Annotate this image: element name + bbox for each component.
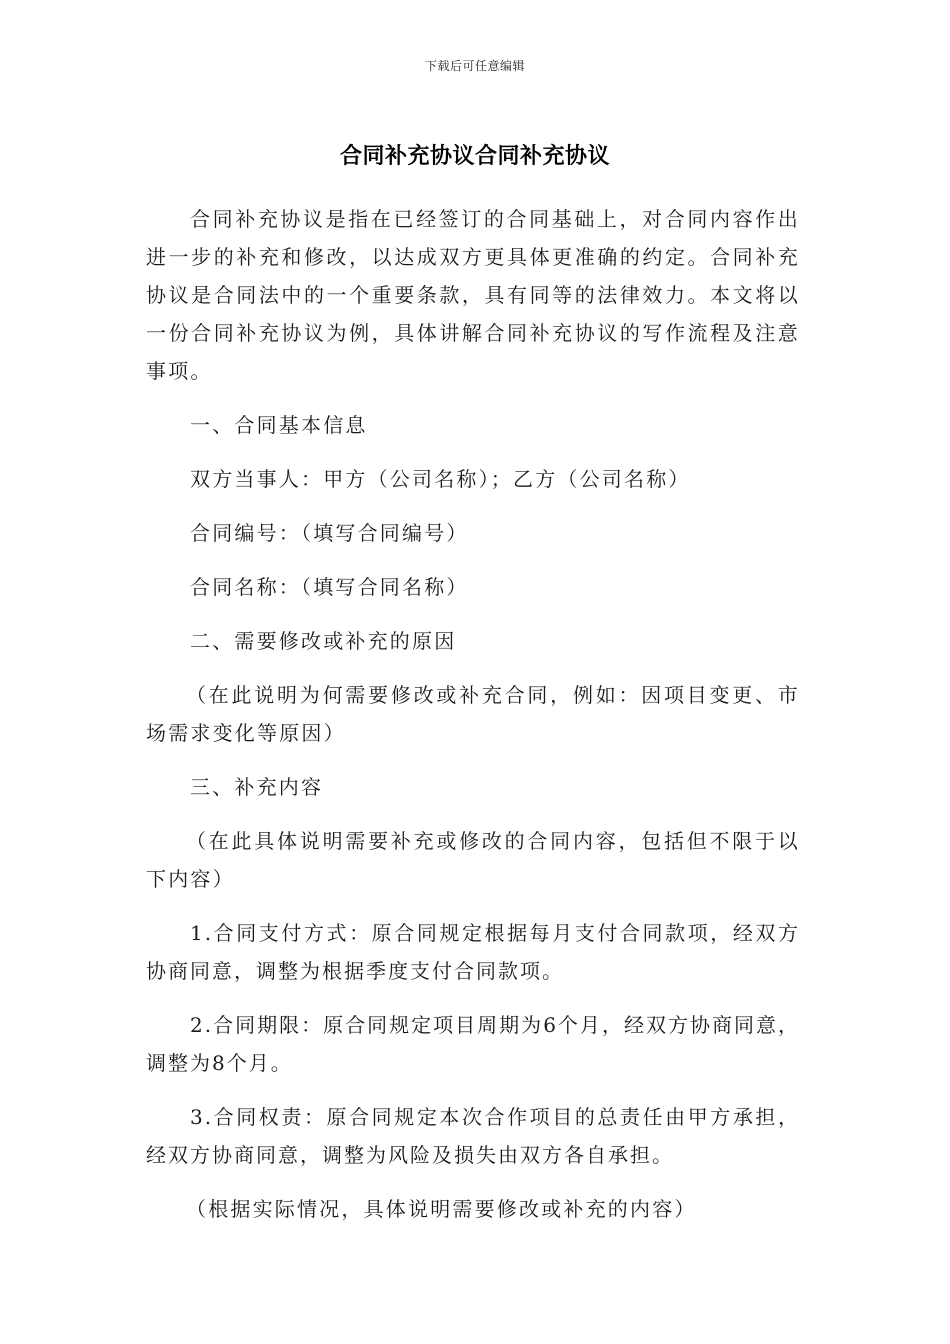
header-note: 下载后可任意编辑 <box>424 59 525 73</box>
contract-name-line: 合同名称：（填写合同名称） <box>190 575 469 599</box>
section-heading-content: 三、补充内容 <box>190 775 324 799</box>
closing-note: （根据实际情况，具体说明需要修改或补充的内容） <box>186 1197 697 1221</box>
section-heading-reason: 二、需要修改或补充的原因 <box>190 629 457 653</box>
item-responsibilities: 3.合同权责：原合同规定本次合作项目的总责任由甲方承担，经双方协商同意，调整为风险及损失由双方各自承担。 <box>146 1105 800 1167</box>
reason-paragraph: （在此说明为何需要修改或补充合同，例如：因项目变更、市场需求变化等原因） <box>146 683 800 745</box>
contract-number-line: 合同编号：（填写合同编号） <box>190 521 469 545</box>
content-intro-paragraph: （在此具体说明需要补充或修改的合同内容，包括但不限于以下内容） <box>146 829 800 891</box>
section-heading-basic-info: 一、合同基本信息 <box>190 413 368 437</box>
document-body <box>146 200 800 1244</box>
item-contract-term: 2.合同期限：原合同规定项目周期为6个月，经双方协商同意，调整为8个月。 <box>146 1013 800 1075</box>
parties-line: 双方当事人：甲方（公司名称）；乙方（公司名称） <box>190 467 691 491</box>
intro-paragraph: 合同补充协议是指在已经签订的合同基础上，对合同内容作出进一步的补充和修改，以达成双方更具体更准确的约定。合同补充协议是合同法中的一个重要条款，具有同等的法律效力。本文将以一份合同补充协议为例，具体讲解合同补充协议的写作流程及注意事项。 <box>146 207 800 383</box>
item-payment-method: 1.合同支付方式：原合同规定根据每月支付合同款项，经双方协商同意，调整为根据季度支付合同款项。 <box>146 921 800 983</box>
document-title: 合同补充协议合同补充协议 <box>339 144 610 169</box>
